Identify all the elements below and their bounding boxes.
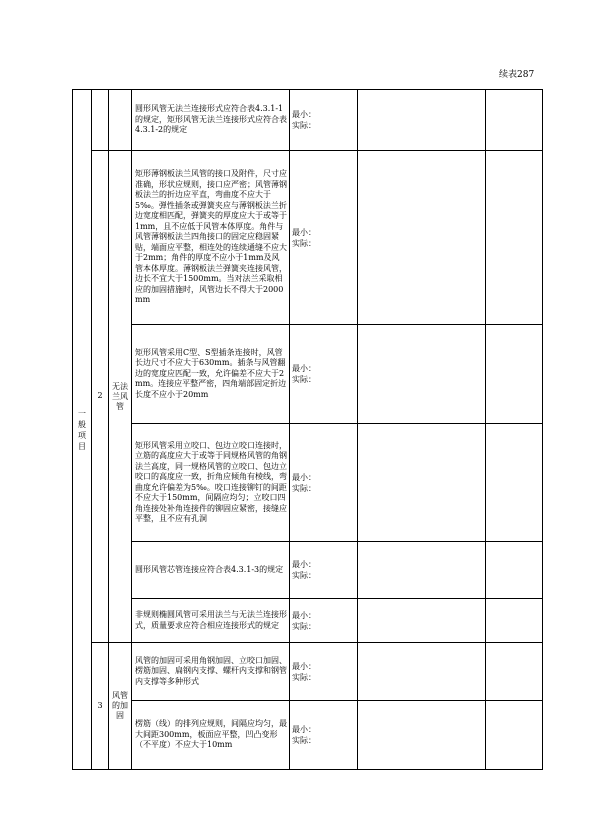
- actual-label: 实际：: [292, 238, 316, 248]
- measurement-cell: [290, 90, 358, 151]
- category-char: 一: [78, 408, 86, 418]
- group-name-cell: [109, 90, 132, 151]
- min-label: 最小：: [292, 560, 316, 569]
- actual-label: 实际：: [292, 736, 316, 745]
- actual-label: 实际：: [292, 571, 316, 580]
- group-number-cell: 3: [92, 643, 109, 770]
- group-name-cell: [109, 643, 132, 770]
- min-label: 最小：: [292, 110, 316, 119]
- actual-label: 实际：: [292, 375, 316, 384]
- remark-cell: [486, 325, 543, 424]
- group-name-line: 管: [116, 401, 124, 411]
- result-cell: [358, 151, 486, 325]
- requirement-text: 矩形风管采用立咬口、包边立咬口连接时，立筋的高度应大于或等于同规格风管的角钢法兰高度，同一规格风管的立咬口、包边立咬口的高度应一致，折角应倾角有棱线，弯曲度允许偏差为5‰。咬口连接铆钉的间距不应大于150mm，间隔应均匀；立咬口四角连接处补角连接件的铆固应紧密，接缝应平整，且不应有孔洞: [132, 424, 290, 542]
- table-row: [73, 325, 543, 424]
- min-label: 最小：: [292, 725, 316, 734]
- min-label: 最小：: [292, 472, 316, 482]
- requirement-text: 圆形风管芯管连接应符合表4.3.1-3的规定: [132, 542, 290, 599]
- measurement-cell: [290, 424, 358, 542]
- continued-table-caption: 续表287: [499, 70, 535, 80]
- measurement-cell: [290, 701, 358, 770]
- actual-label: 实际：: [292, 672, 316, 682]
- result-cell: [358, 325, 486, 424]
- requirement-text: 楞筋（线）的排列应规则，间隔应均匀，最大间距300mm，板面应平整，凹凸变形（不平度）不应大于10mm: [132, 701, 290, 770]
- remark-cell: [486, 424, 543, 542]
- result-cell: [358, 701, 486, 770]
- remark-cell: [486, 701, 543, 770]
- table-row: [73, 599, 543, 643]
- requirement-text: 风管的加固可采用角钢加固、立咬口加固、楞筋加固、扁钢内支撑、螺杆内支撑和钢管内支撑等多种形式: [132, 643, 290, 701]
- group-name-line: 固: [116, 711, 124, 720]
- remark-cell: [486, 643, 543, 701]
- table-row: [73, 151, 543, 325]
- actual-label: 实际：: [292, 483, 316, 493]
- measurement-cell: [290, 599, 358, 643]
- group-name-line: 无法: [112, 381, 128, 391]
- actual-label: 实际：: [292, 621, 316, 631]
- result-cell: [358, 90, 486, 151]
- result-cell: [358, 542, 486, 599]
- measurement-cell: [290, 325, 358, 424]
- min-label: 最小：: [292, 661, 316, 671]
- requirement-text: 非规则椭圆风管可采用法兰与无法兰连接形式，质量要求应符合相应连接形式的规定: [132, 599, 290, 643]
- min-label: 最小：: [292, 227, 316, 237]
- category-char: 般: [78, 419, 86, 429]
- group-name-line: 的加: [112, 701, 128, 710]
- min-label: 最小：: [292, 610, 316, 620]
- category-char: 目: [78, 441, 86, 451]
- table-row: [73, 701, 543, 770]
- remark-cell: [486, 542, 543, 599]
- result-cell: [358, 599, 486, 643]
- category-cell: [73, 90, 92, 770]
- measurement-cell: [290, 151, 358, 325]
- remark-cell: [486, 151, 543, 325]
- requirement-text: 矩形风管采用C型、S型插条连接时，风管长边尺寸不应大于630mm。插条与风管翻边的宽度应匹配一致，允许偏差不应大于2mm。连接应平整严密，四角端部固定折边长度不应小于20mm: [132, 325, 290, 424]
- remark-cell: [486, 599, 543, 643]
- requirement-text: 圆形风管无法兰连接形式应符合表4.3.1-1的规定，矩形风管无法兰连接形式应符合表4.3.1-2的规定: [132, 90, 290, 151]
- table-row: [73, 424, 543, 542]
- requirement-text: 矩形薄钢板法兰风管的接口及附件，尺寸应准确，形状应规则，接口应严密；风管薄钢板法兰的折边应平直，弯曲度不应大于5‰。弹性插条或弹簧夹应与薄钢板法兰折边宽度相匹配，弹簧夹的厚度应大于或等于1mm，且不应低于风管本体厚度。角件与风管薄钢板法兰四角接口的固定应稳固紧贴，端面应平整，相连处的连续通缝不应大于2mm；角件的厚度不应小于1mm及风管本体厚度。薄钢板法兰弹簧夹连接风管，边长不宜大于1500mm。当对法兰采取相应的加固措施时，风管边长不得大于2000mm: [132, 151, 290, 325]
- result-cell: [358, 643, 486, 701]
- remark-cell: [486, 90, 543, 151]
- table-row: [73, 90, 543, 151]
- category-char: 项: [78, 430, 86, 440]
- group-name-line: 风管: [112, 691, 128, 700]
- table-row: [73, 542, 543, 599]
- actual-label: 实际：: [292, 121, 316, 130]
- min-label: 最小：: [292, 364, 316, 373]
- inspection-table: [72, 89, 543, 770]
- table-row: [73, 643, 543, 701]
- measurement-cell: [290, 643, 358, 701]
- group-number-cell: [92, 90, 109, 151]
- result-cell: [358, 424, 486, 542]
- group-name-cell: [109, 151, 132, 643]
- measurement-cell: [290, 542, 358, 599]
- group-name-line: 兰风: [112, 391, 128, 401]
- group-number-cell: 2: [92, 151, 109, 643]
